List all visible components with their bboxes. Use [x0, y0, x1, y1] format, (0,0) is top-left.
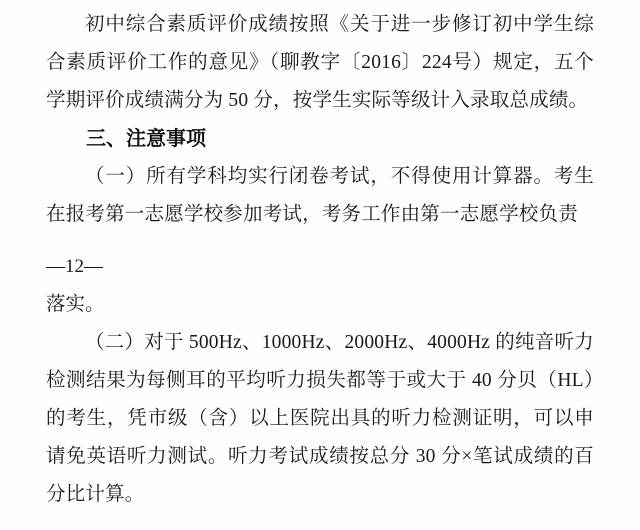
paragraph-comprehensive-evaluation: 初中综合素质评价成绩按照《关于进一步修订初中学生综合素质评价工作的意见》（聊教字〔2016〕224号）规定，五个学期评价成绩满分为 50 分，按学生实际等级计入录取总成绩。 [46, 14, 594, 111]
heading-section-three: 三、注意事项 [86, 128, 206, 150]
paragraph-item-two: （二）对于 500Hz、1000Hz、2000Hz、4000Hz 的纯音听力检测结果为每侧耳的平均听力损失都等于或大于 40 分贝（HL）的考生，凭市级（含）以上医院出具的听力检测证明，可以申请免英语听力测试。听力考试成绩按总分 30 分×笔试成绩的百分比计算。 [46, 332, 594, 505]
paragraph-continuation: 落实。 [46, 294, 105, 315]
page-number: —12— [46, 256, 103, 277]
paragraph-item-one: （一）所有学科均实行闭卷考试，不得使用计算器。考生在报考第一志愿学校参加考试，考务工作由第一志愿学校负责 [46, 166, 594, 225]
